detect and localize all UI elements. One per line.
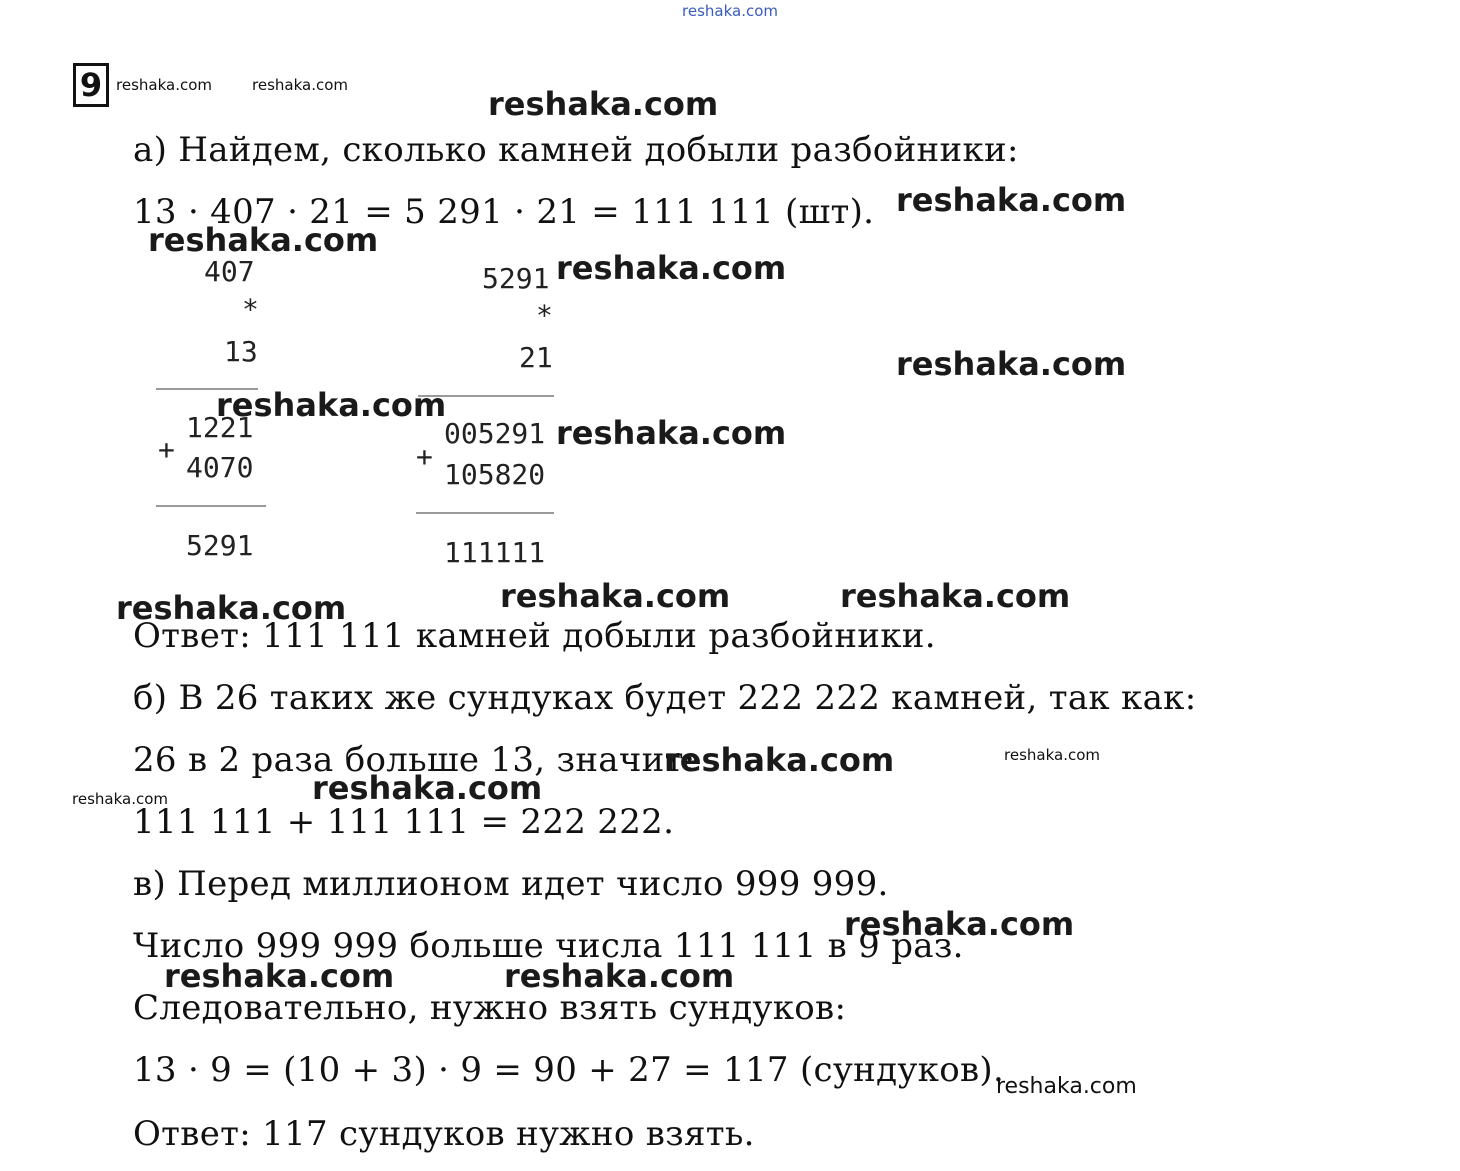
- partial-product: 105820: [444, 458, 546, 491]
- product-result: 5291: [186, 529, 254, 562]
- watermark: reshaka.com: [896, 181, 1127, 219]
- multiplier: 13: [224, 335, 258, 368]
- watermark: reshaka.com: [148, 221, 379, 259]
- watermark: reshaka.com: [556, 414, 787, 452]
- watermark: reshaka.com: [664, 741, 895, 779]
- plus-sign: +: [158, 433, 175, 466]
- part-c-intro: в) Перед миллионом идет число 999 999.: [133, 864, 889, 904]
- multiplier: 21: [519, 341, 553, 374]
- multiplicand: 5291: [482, 262, 550, 295]
- watermark-top: reshaka.com: [682, 2, 778, 20]
- part-a-answer: Ответ: 111 111 камней добыли разбойники.: [133, 616, 936, 656]
- multiply-sign: *: [242, 293, 259, 326]
- partial-product: 4070: [186, 451, 254, 484]
- part-c-ratio: Число 999 999 больше числа 111 111 в 9 раз.: [133, 926, 964, 966]
- part-c-calculation: 13 · 9 = (10 + 3) · 9 = 90 + 27 = 117 (сундуков).: [133, 1050, 1005, 1090]
- divider-line: [416, 512, 554, 514]
- part-a-intro: а) Найдем, сколько камней добыли разбойники:: [133, 130, 1019, 170]
- watermark: reshaka.com: [72, 790, 168, 808]
- watermark: reshaka.com: [1004, 746, 1100, 764]
- watermark: reshaka.com: [312, 769, 543, 807]
- watermark: reshaka.com: [844, 905, 1075, 943]
- multiplicand: 407: [204, 255, 255, 288]
- product-result: 111111: [444, 536, 546, 569]
- watermark: reshaka.com: [164, 957, 395, 995]
- partial-product: 005291: [444, 417, 546, 450]
- part-c-answer: Ответ: 117 сундуков нужно взять.: [133, 1114, 755, 1154]
- watermark: reshaka.com: [896, 345, 1127, 383]
- watermark: reshaka.com: [252, 76, 348, 94]
- divider-line: [156, 505, 266, 507]
- part-b-intro: б) В 26 таких же сундуках будет 222 222 камней, так как:: [133, 678, 1197, 718]
- partial-product: 1221: [186, 411, 254, 444]
- watermark: reshaka.com: [504, 957, 735, 995]
- part-b-reason: 26 в 2 раза больше 13, значит:: [133, 740, 696, 780]
- watermark: reshaka.com: [488, 85, 719, 123]
- part-c-therefore: Следовательно, нужно взять сундуков:: [133, 988, 847, 1028]
- watermark: reshaka.com: [116, 589, 347, 627]
- plus-sign: +: [416, 440, 433, 473]
- part-b-calculation: 111 111 + 111 111 = 222 222.: [133, 802, 675, 842]
- watermark: reshaka.com: [556, 249, 787, 287]
- watermark: reshaka.com: [500, 577, 731, 615]
- multiply-sign: *: [536, 299, 553, 332]
- problem-number-box: [73, 63, 109, 107]
- watermark: reshaka.com: [996, 1074, 1137, 1099]
- watermark: reshaka.com: [840, 577, 1071, 615]
- watermark: reshaka.com: [216, 386, 447, 424]
- problem-number: 9: [79, 66, 103, 104]
- watermark: reshaka.com: [116, 76, 212, 94]
- part-a-calculation: 13 · 407 · 21 = 5 291 · 21 = 111 111 (шт).: [133, 192, 875, 232]
